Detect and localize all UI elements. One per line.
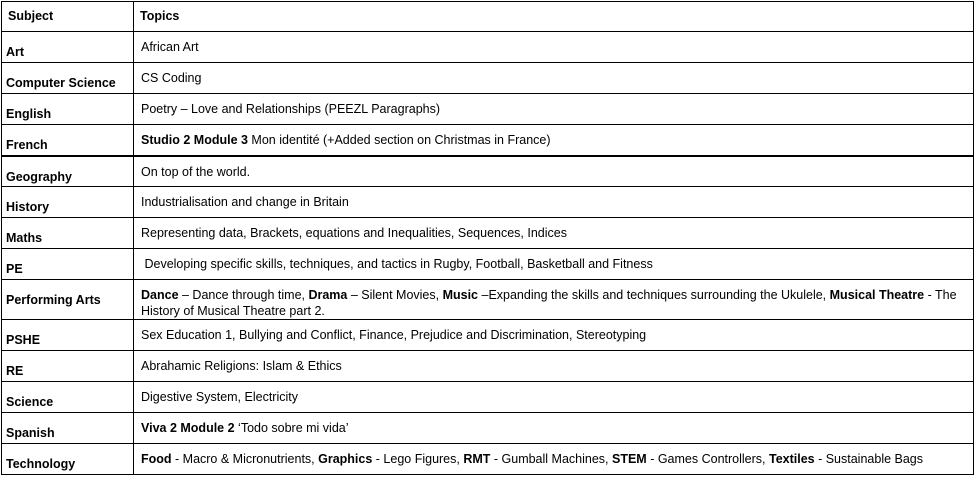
table-row	[2, 413, 974, 444]
subject-column-header: Subject	[2, 2, 134, 32]
topic-text: - Gumball Machines,	[490, 452, 612, 466]
topic-text: - Sustainable Bags	[814, 452, 924, 466]
topic-cell	[134, 125, 974, 156]
table-row	[2, 63, 974, 94]
table-row	[2, 444, 974, 475]
table-row	[2, 320, 974, 351]
subject-cell: English	[2, 94, 134, 125]
topic-text: – Dance through time,	[178, 288, 309, 302]
table-row	[2, 156, 974, 187]
subject-cell: Science	[2, 382, 134, 413]
subject-cell: RE	[2, 351, 134, 382]
topic-text: ‘Todo sobre mi vida’	[234, 421, 349, 435]
topic-cell	[134, 413, 974, 444]
topic-text: –Expanding the skills and techniques surrounding the Ukulele,	[478, 288, 830, 302]
subject-cell: PE	[2, 249, 134, 280]
table-row	[2, 218, 974, 249]
topic-bold-text: RMT	[463, 452, 491, 466]
subject-cell: Geography	[2, 156, 134, 187]
topic-cell: On top of the world.	[134, 156, 974, 187]
topic-cell: Representing data, Brackets, equations and Inequalities, Sequences, Indices	[134, 218, 974, 249]
subject-cell: French	[2, 125, 134, 156]
topic-bold-text: Graphics	[318, 452, 373, 466]
topic-bold-text: Studio 2 Module 3	[141, 133, 248, 147]
table-row	[2, 351, 974, 382]
topic-text: - Games Controllers,	[646, 452, 769, 466]
subject-cell: PSHE	[2, 320, 134, 351]
subject-cell: Technology	[2, 444, 134, 475]
topic-cell: Industrialisation and change in Britain	[134, 187, 974, 218]
topic-cell: Developing specific skills, techniques, and tactics in Rugby, Football, Basketball and Fitness	[134, 249, 974, 280]
topic-cell: African Art	[134, 32, 974, 63]
table-row	[2, 187, 974, 218]
topic-cell	[134, 444, 974, 475]
topic-cell: CS Coding	[134, 63, 974, 94]
topic-bold-text: Food	[141, 452, 172, 466]
subject-cell: Maths	[2, 218, 134, 249]
subject-cell: Art	[2, 32, 134, 63]
topic-bold-text: Viva 2 Module 2	[141, 421, 235, 435]
topic-text: Mon identité (+Added section on Christmas in France)	[247, 133, 551, 147]
topics-table	[1, 1, 974, 475]
table-row	[2, 382, 974, 413]
topic-bold-text: Music	[442, 288, 479, 302]
topic-bold-text: Dance	[141, 288, 179, 302]
table-row	[2, 249, 974, 280]
table-row	[2, 280, 974, 320]
topic-text: – Silent Movies,	[347, 288, 443, 302]
topic-text: - Macro & Micronutrients,	[171, 452, 319, 466]
subject-cell: Spanish	[2, 413, 134, 444]
topic-bold-text: Drama	[308, 288, 348, 302]
topic-bold-text: Musical Theatre	[829, 288, 925, 302]
topic-cell: Abrahamic Religions: Islam & Ethics	[134, 351, 974, 382]
topic-cell	[134, 280, 974, 320]
subject-cell: History	[2, 187, 134, 218]
topic-cell: Sex Education 1, Bullying and Conflict, Finance, Prejudice and Discrimination, Stereotyping	[134, 320, 974, 351]
topic-cell: Poetry – Love and Relationships (PEEZL Paragraphs)	[134, 94, 974, 125]
topic-cell: Digestive System, Electricity	[134, 382, 974, 413]
topic-bold-text: Textiles	[768, 452, 815, 466]
topics-column-header: Topics	[134, 2, 974, 32]
topic-text: - The History of Musical Theatre part 2.	[141, 288, 957, 318]
topic-bold-text: STEM	[611, 452, 647, 466]
topic-text: - Lego Figures,	[372, 452, 464, 466]
subject-cell: Computer Science	[2, 63, 134, 94]
table-row	[2, 32, 974, 63]
subject-cell: Performing Arts	[2, 280, 134, 320]
table-row	[2, 94, 974, 125]
header-row	[2, 2, 974, 32]
table-row	[2, 125, 974, 156]
